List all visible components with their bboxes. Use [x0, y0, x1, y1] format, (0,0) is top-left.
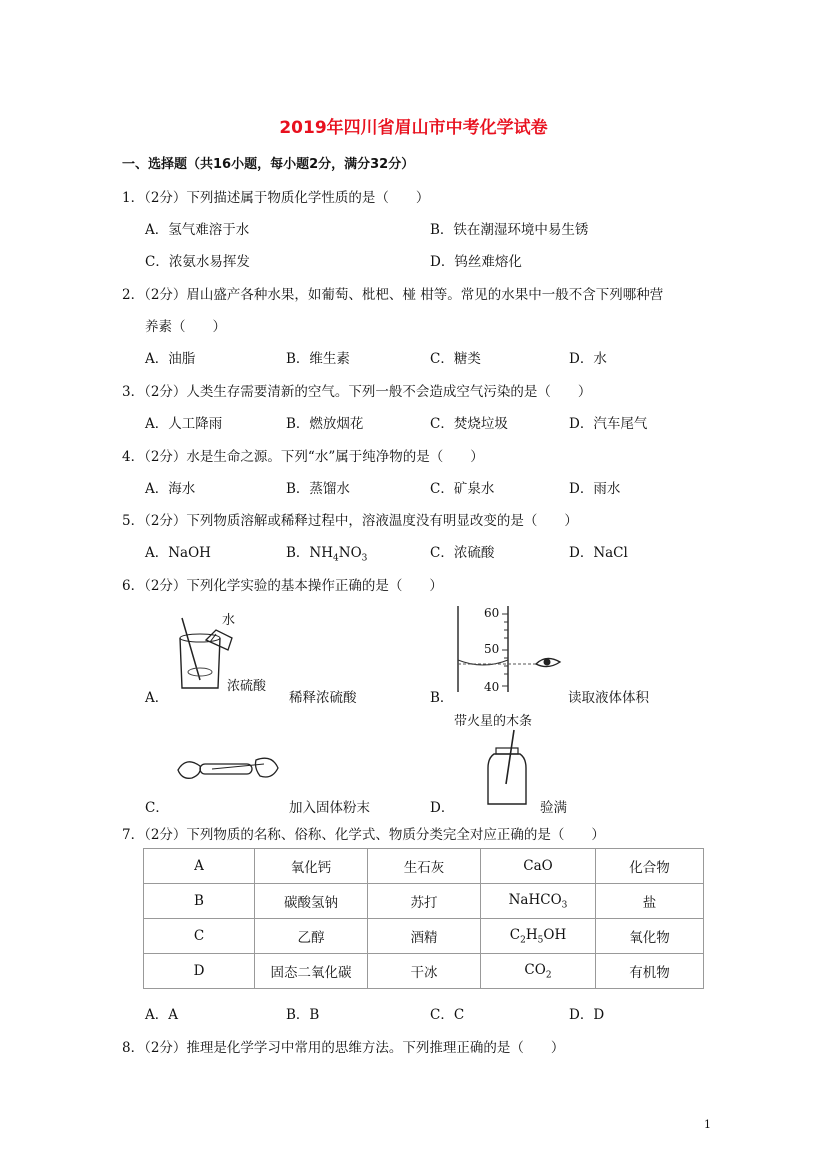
q1-option-d: D．钨丝难熔化: [430, 254, 522, 270]
q6-option-c-letter: C．: [145, 800, 169, 816]
left-hand: [178, 762, 200, 779]
q2-option-b: B．维生素: [286, 351, 350, 367]
q5-b-prefix: B．NH: [286, 545, 334, 561]
question-1-stem: 1．（2分）下列描述属于物质化学性质的是（ ）: [122, 190, 430, 206]
q5-b-sub1: 4: [333, 553, 339, 564]
q5-option-c: C．浓硫酸: [430, 545, 495, 561]
formula-part: CO: [524, 961, 546, 978]
tick-label-40: 40: [484, 680, 500, 694]
table-cell: 有机物: [596, 954, 704, 989]
q1-option-c: C．浓氨水易挥发: [145, 254, 250, 270]
q6-option-d-caption: 验满: [540, 800, 567, 816]
table-cell: D: [144, 954, 255, 989]
q4-option-c: C．矿泉水: [430, 481, 495, 497]
beaker-liquid: [188, 668, 212, 676]
formula-sub: 5: [537, 935, 544, 946]
table-cell: 乙醇: [255, 919, 368, 954]
table-cell: 氧化钙: [255, 849, 368, 884]
q5-option-d: D．NaCl: [569, 545, 628, 561]
q7-table: [143, 848, 704, 989]
table-row: [144, 954, 704, 989]
question-7-stem: 7．（2分）下列物质的名称、俗称、化学式、物质分类完全对应正确的是（ ）: [122, 827, 605, 843]
formula-sub: 2: [520, 935, 526, 946]
right-hand: [256, 758, 279, 777]
label-conc-acid: 浓硫酸: [227, 679, 267, 694]
q5-option-b: [286, 541, 367, 564]
bottle-cover: [496, 748, 518, 754]
table-cell: 氧化物: [596, 919, 704, 954]
q2-option-d: D．水: [569, 351, 607, 367]
page-title: 2019年四川省眉山市中考化学试卷: [279, 118, 548, 138]
table-cell: 干冰: [368, 954, 481, 989]
eye-pupil: [544, 659, 551, 666]
glass-rod: [182, 618, 200, 680]
table-cell: [481, 884, 596, 919]
question-2-stem-cont: 养素（ ）: [145, 319, 226, 335]
tick-label-50: 50: [484, 642, 500, 656]
table-row: [144, 884, 704, 919]
table-row: [144, 849, 704, 884]
q2-option-a: A．油脂: [145, 351, 196, 367]
formula-part: OH: [543, 926, 567, 943]
q6-option-a-caption: 稀释浓硫酸: [289, 690, 357, 706]
q7-option-a: A．A: [145, 1007, 178, 1023]
table-cell: 酒精: [368, 919, 481, 954]
formula-sub: 2: [545, 970, 552, 981]
question-3-stem: 3．（2分）人类生存需要清新的空气。下列一般不会造成空气污染的是（ ）: [122, 384, 592, 400]
q3-option-b: B．燃放烟花: [286, 416, 364, 432]
q6-option-c-caption: 加入固体粉末: [289, 800, 370, 816]
table-cell: 固态二氧化碳: [255, 954, 368, 989]
page-number: 1: [704, 1118, 711, 1131]
splint: [506, 730, 514, 784]
question-6-stem: 6．（2分）下列化学实验的基本操作正确的是（ ）: [122, 578, 443, 594]
section-heading: 一、选择题（共16小题，每小题2分，满分32分）: [122, 157, 415, 172]
label-water: 水: [222, 613, 236, 628]
q4-option-a: A．海水: [145, 481, 196, 497]
beaker-rim: [180, 634, 220, 642]
q7-option-b: B．B: [286, 1007, 320, 1023]
q5-b-mid: NO: [338, 545, 362, 561]
q6-option-a-letter: A．: [145, 690, 169, 706]
q1-option-b: B．铁在潮湿环境中易生锈: [430, 222, 589, 238]
table-cell: B: [144, 884, 255, 919]
table-cell: A: [144, 849, 255, 884]
question-8-stem: 8．（2分）推理是化学学习中常用的思维方法。下列推理正确的是（ ）: [122, 1040, 565, 1056]
formula-sub: 3: [561, 900, 568, 911]
q5-b-sub2: 3: [361, 553, 368, 564]
q3-option-c: C．焚烧垃圾: [430, 416, 508, 432]
label-glowing-splint: 带火星的木条: [454, 714, 533, 729]
q3-option-d: D．汽车尾气: [569, 416, 648, 432]
q3-option-a: A．人工降雨: [145, 416, 223, 432]
question-4-stem: 4．（2分）水是生命之源。下列“水”属于纯净物的是（ ）: [122, 449, 484, 465]
figure-add-powder: [172, 752, 284, 788]
tick-label-60: 60: [484, 606, 500, 620]
q1-option-a: A．氢气难溶于水: [145, 222, 250, 238]
table-cell: CaO: [481, 849, 596, 884]
q6-option-d-letter: D．: [430, 800, 455, 816]
question-5-stem: 5．（2分）下列物质溶解或稀释过程中，溶液温度没有明显改变的是（ ）: [122, 513, 578, 529]
q7-option-c: C．C: [430, 1007, 465, 1023]
formula-part: C: [509, 926, 521, 943]
q4-option-d: D．雨水: [569, 481, 621, 497]
table-cell: [481, 954, 596, 989]
formula-part: NaHCO: [508, 891, 562, 908]
table-row: [144, 919, 704, 954]
beaker: [180, 638, 220, 688]
table-cell: 苏打: [368, 884, 481, 919]
table-cell: C: [144, 919, 255, 954]
figure-gas-test: [484, 728, 534, 808]
q7-option-d: D．D: [569, 1007, 605, 1023]
table-cell: [481, 919, 596, 954]
q6-option-b-letter: B．: [430, 690, 454, 706]
table-cell: 生石灰: [368, 849, 481, 884]
formula-part: H: [525, 926, 538, 943]
cylinder-ticks: [502, 614, 508, 686]
q2-option-c: C．糖类: [430, 351, 481, 367]
q6-option-b-caption: 读取液体体积: [568, 690, 649, 706]
q5-option-a: A．NaOH: [145, 545, 211, 561]
figure-read-volume: [452, 604, 564, 696]
table-cell: 化合物: [596, 849, 704, 884]
table-cell: 盐: [596, 884, 704, 919]
table-cell: 碳酸氢钠: [255, 884, 368, 919]
question-2-stem: 2．（2分）眉山盛产各种水果，如葡萄、枇杷、椪 柑等。常见的水果中一般不含下列哪种营: [122, 287, 664, 303]
q4-option-b: B．蒸馏水: [286, 481, 350, 497]
